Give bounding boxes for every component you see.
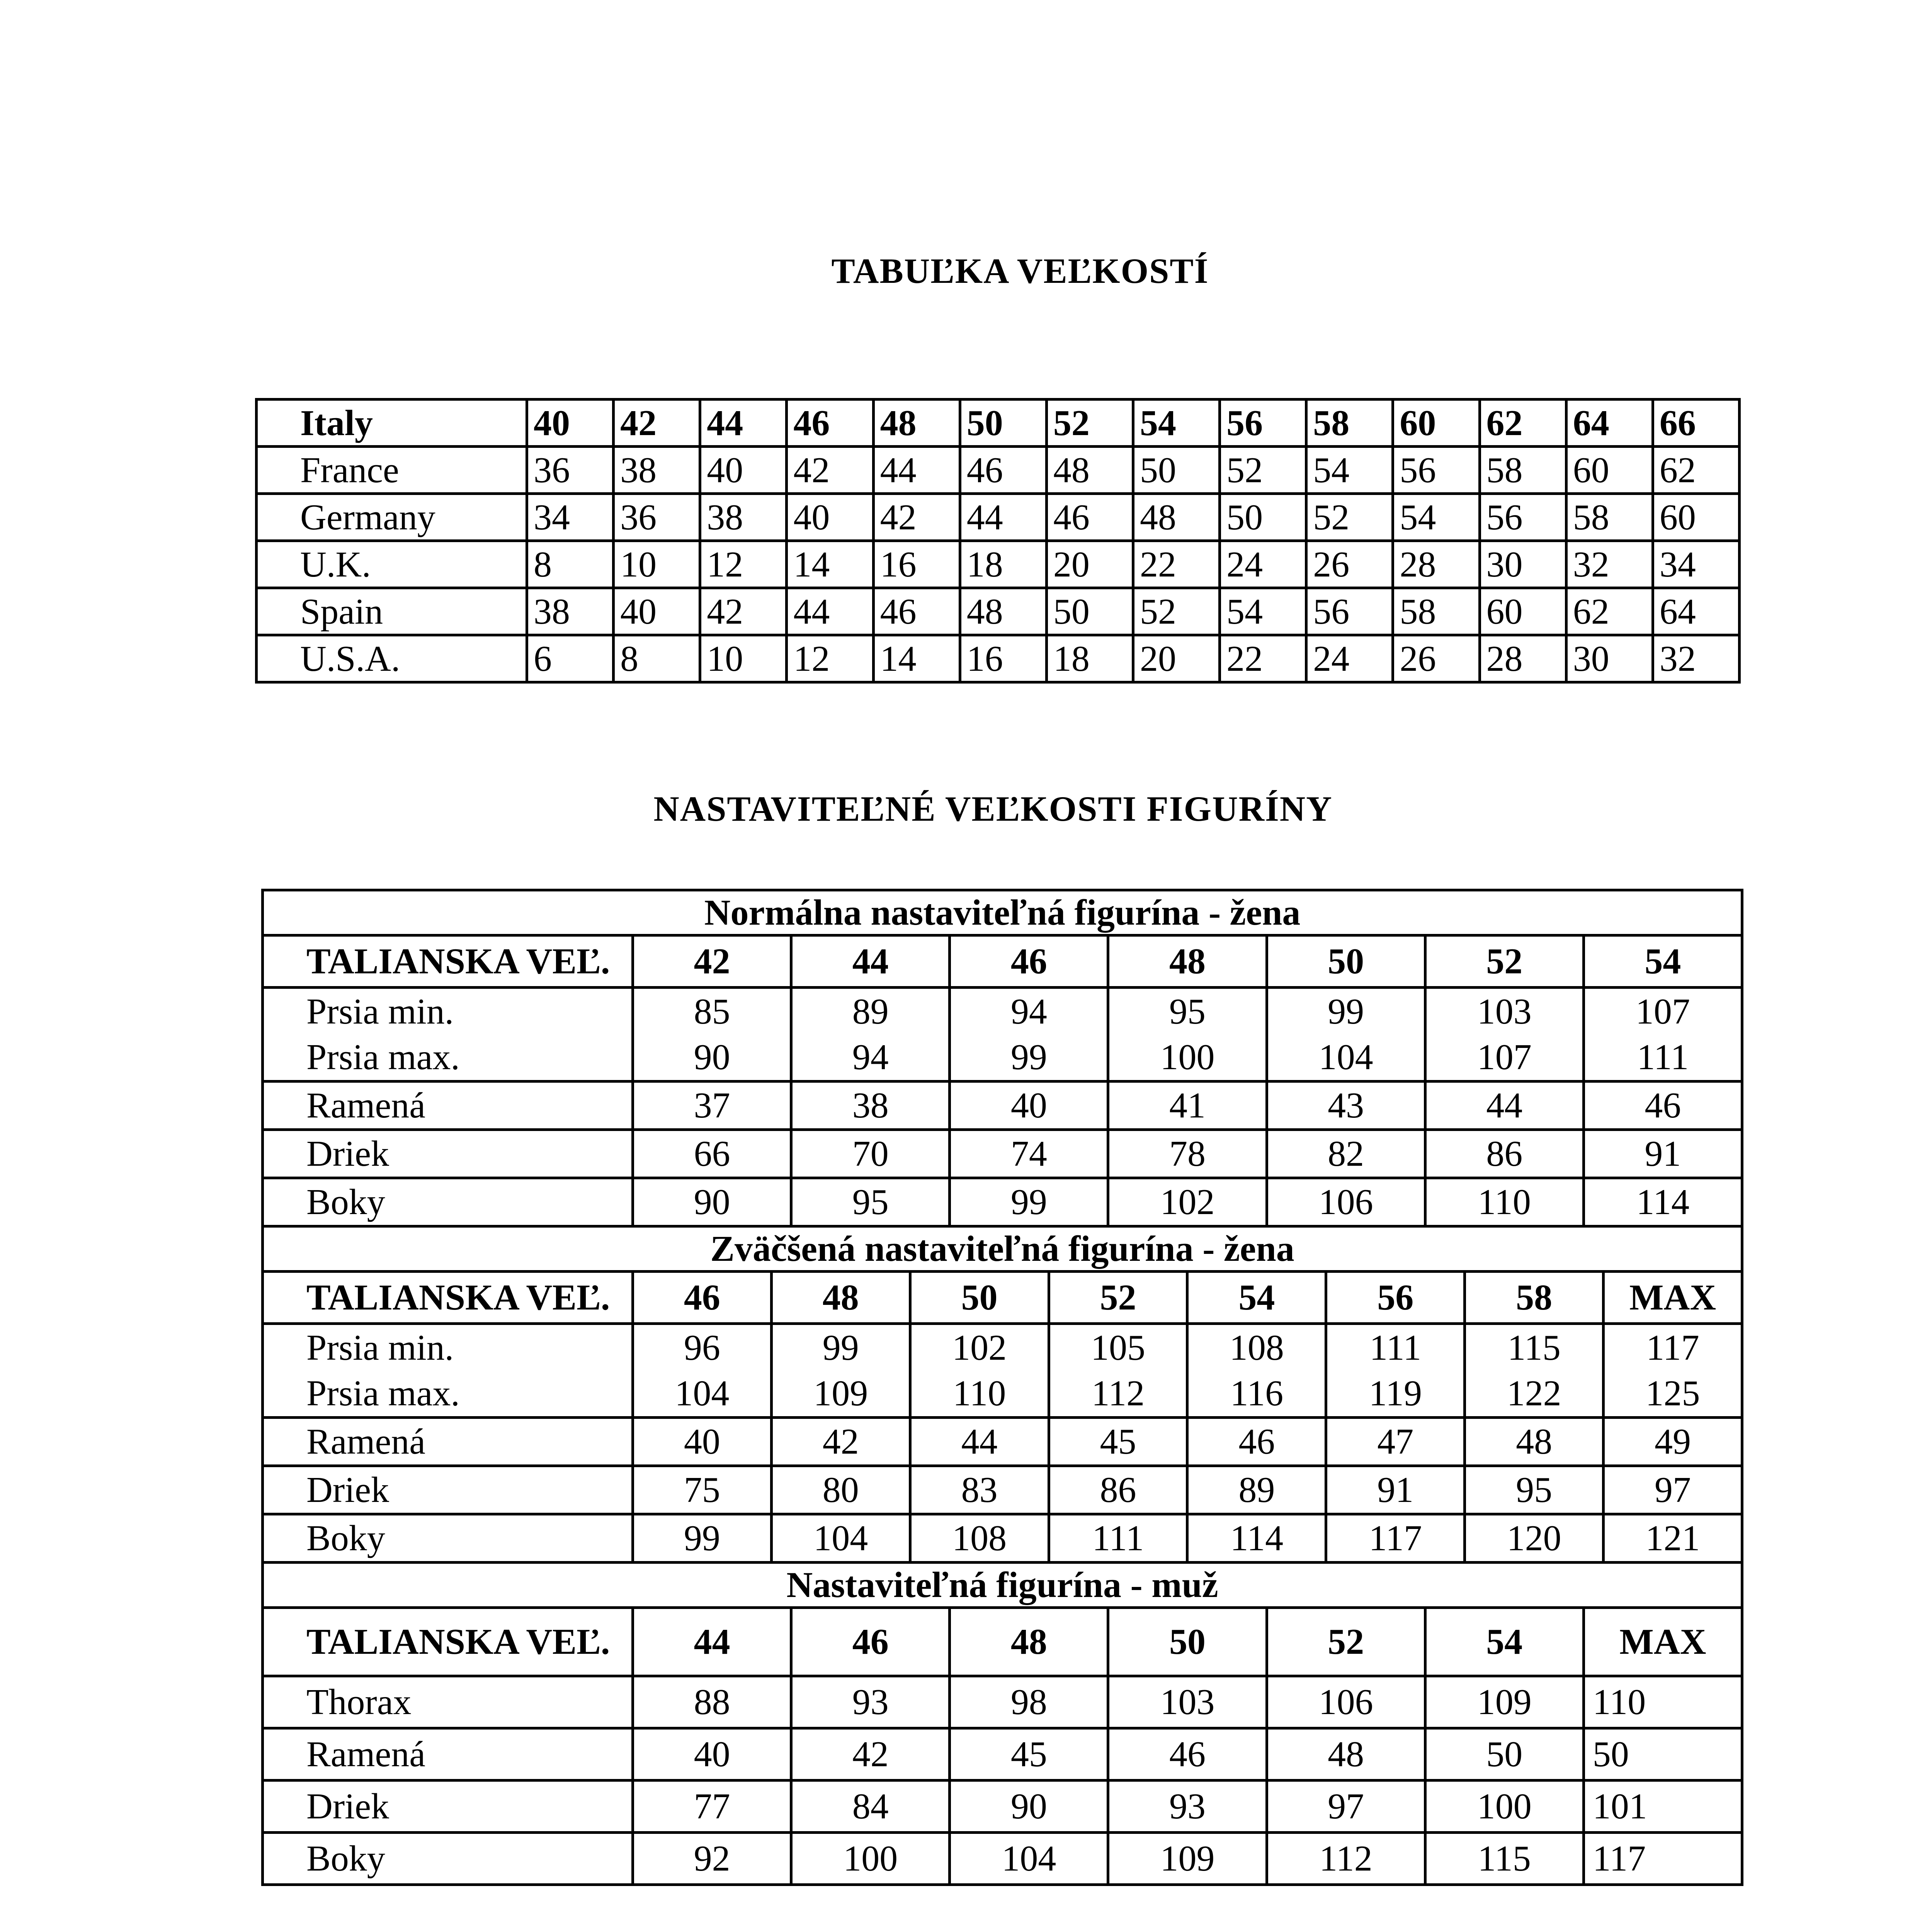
measure-cell: 75 <box>633 1466 772 1514</box>
measure-row <box>263 1130 1742 1178</box>
measure-label <box>263 1324 633 1418</box>
measure-cell: 102 <box>1108 1178 1267 1226</box>
measure-cell: 80 <box>771 1466 910 1514</box>
size-cell: 26 <box>1306 541 1393 588</box>
size-cell: 56 <box>1393 447 1480 494</box>
size-cell: 18 <box>1046 635 1133 682</box>
size-cell: 16 <box>873 541 960 588</box>
size-cell: 58 <box>1393 588 1480 635</box>
size-header-cell: 54 <box>1583 935 1742 988</box>
size-cell: 44 <box>873 447 960 494</box>
size-header-label: TALIANSKA VEĽ. <box>263 1272 633 1324</box>
measure-label-line: Prsia max. <box>306 1373 460 1413</box>
measure-cell <box>1583 988 1742 1082</box>
size-cell: 52 <box>1306 494 1393 541</box>
size-cell: 32 <box>1566 541 1653 588</box>
size-cell: 12 <box>700 541 787 588</box>
size-row <box>257 494 1740 541</box>
measure-cell: 90 <box>633 1178 791 1226</box>
size-cell: 18 <box>960 541 1046 588</box>
measure-cell: 38 <box>791 1082 950 1130</box>
measure-cell: 42 <box>791 1728 950 1781</box>
measure-row <box>263 1676 1742 1728</box>
size-cell: 38 <box>700 494 787 541</box>
measure-row <box>263 1781 1742 1833</box>
size-cell: 48 <box>960 588 1046 635</box>
size-cell: 46 <box>960 447 1046 494</box>
measure-cell: 120 <box>1465 1514 1604 1563</box>
size-header-cell: 44 <box>633 1608 791 1676</box>
size-header-cell: MAX <box>1604 1272 1742 1324</box>
size-cell: 54 <box>1393 494 1480 541</box>
size-cell: 42 <box>873 494 960 541</box>
measure-cell <box>1465 1324 1604 1418</box>
size-cell: 36 <box>527 447 614 494</box>
measure-cell: 101 <box>1583 1781 1742 1833</box>
measure-cell: 48 <box>1267 1728 1425 1781</box>
measure-cell: 48 <box>1465 1418 1604 1466</box>
size-cell: 50 <box>1046 588 1133 635</box>
size-cell: 20 <box>1133 635 1219 682</box>
measure-cell: 109 <box>1108 1833 1267 1885</box>
measure-cell: 83 <box>910 1466 1049 1514</box>
measure-cell: 92 <box>633 1833 791 1885</box>
measure-cell: 44 <box>910 1418 1049 1466</box>
measure-cell: 84 <box>791 1781 950 1833</box>
measure-cell: 93 <box>791 1676 950 1728</box>
measure-cell <box>950 988 1108 1082</box>
measure-cell: 109 <box>1425 1676 1583 1728</box>
size-cell: 8 <box>527 541 614 588</box>
measure-row <box>263 1514 1742 1563</box>
size-cell: 54 <box>1220 588 1306 635</box>
measure-row <box>263 1324 1742 1418</box>
measure-cell: 41 <box>1108 1082 1267 1130</box>
size-cell: 20 <box>1046 541 1133 588</box>
measure-value: 95 <box>1169 992 1206 1032</box>
size-header-cell: MAX <box>1583 1608 1742 1676</box>
measure-value: 111 <box>1637 1037 1689 1077</box>
size-cell: 22 <box>1220 635 1306 682</box>
measure-cell: 97 <box>1604 1466 1742 1514</box>
measure-cell: 106 <box>1267 1676 1425 1728</box>
size-cell: 46 <box>787 400 873 447</box>
measure-value: 94 <box>852 1037 889 1077</box>
measure-cell: 99 <box>950 1178 1108 1226</box>
size-cell: 62 <box>1480 400 1566 447</box>
measure-cell: 104 <box>950 1833 1108 1885</box>
country-label: U.K. <box>257 541 527 588</box>
size-header-label: TALIANSKA VEĽ. <box>263 935 633 988</box>
section-heading: Normálna nastaviteľná figurína - žena <box>263 890 1742 935</box>
measure-cell: 103 <box>1108 1676 1267 1728</box>
size-cell: 32 <box>1653 635 1739 682</box>
country-label: Italy <box>257 400 527 447</box>
measure-cell: 86 <box>1049 1466 1187 1514</box>
size-cell: 54 <box>1133 400 1219 447</box>
measure-value: 122 <box>1507 1373 1561 1413</box>
size-cell: 66 <box>1653 400 1739 447</box>
measure-cell: 99 <box>633 1514 772 1563</box>
size-header-cell: 46 <box>950 935 1108 988</box>
country-label: U.S.A. <box>257 635 527 682</box>
size-cell: 16 <box>960 635 1046 682</box>
size-cell: 58 <box>1566 494 1653 541</box>
measure-value: 94 <box>1010 992 1047 1032</box>
measure-cell: 37 <box>633 1082 791 1130</box>
size-cell: 38 <box>527 588 614 635</box>
size-row <box>257 588 1740 635</box>
size-row <box>257 635 1740 682</box>
size-cell: 50 <box>1220 494 1306 541</box>
mannequin-size-table <box>261 889 1743 1886</box>
measure-value: 99 <box>822 1328 859 1368</box>
measure-label: Ramená <box>263 1728 633 1781</box>
size-header-cell: 52 <box>1425 935 1583 988</box>
size-cell: 6 <box>527 635 614 682</box>
measure-cell: 82 <box>1267 1130 1425 1178</box>
size-header-cell: 54 <box>1425 1608 1583 1676</box>
measure-value: 90 <box>694 1037 730 1077</box>
measure-cell: 98 <box>950 1676 1108 1728</box>
measure-value: 104 <box>675 1373 730 1413</box>
measure-cell: 50 <box>1583 1728 1742 1781</box>
measure-cell: 88 <box>633 1676 791 1728</box>
measure-value: 111 <box>1369 1328 1422 1368</box>
measure-cell: 86 <box>1425 1130 1583 1178</box>
size-header-cell: 56 <box>1326 1272 1465 1324</box>
measure-value: 102 <box>952 1328 1007 1368</box>
size-table-title: TABUĽKA VEĽKOSTÍ <box>831 251 1209 291</box>
size-header-cell: 48 <box>1108 935 1267 988</box>
size-cell: 28 <box>1480 635 1566 682</box>
measure-cell <box>633 988 791 1082</box>
measure-value: 104 <box>1318 1037 1373 1077</box>
measure-cell: 50 <box>1425 1728 1583 1781</box>
size-cell: 62 <box>1566 588 1653 635</box>
size-cell: 62 <box>1653 447 1739 494</box>
measure-cell <box>910 1324 1049 1418</box>
measure-cell <box>1425 988 1583 1082</box>
size-cell: 34 <box>1653 541 1739 588</box>
measure-cell: 95 <box>1465 1466 1604 1514</box>
measure-cell: 90 <box>950 1781 1108 1833</box>
measure-cell: 40 <box>633 1728 791 1781</box>
size-cell: 64 <box>1653 588 1739 635</box>
measure-cell: 106 <box>1267 1178 1425 1226</box>
measure-row <box>263 1728 1742 1781</box>
size-header-cell: 50 <box>1108 1608 1267 1676</box>
country-label: Spain <box>257 588 527 635</box>
section-heading: Zväčšená nastaviteľná figurína - žena <box>263 1226 1742 1272</box>
section-heading-row <box>263 1226 1742 1272</box>
size-header-cell: 52 <box>1049 1272 1187 1324</box>
measure-value: 85 <box>694 992 730 1032</box>
measure-cell: 100 <box>1425 1781 1583 1833</box>
measure-cell: 46 <box>1583 1082 1742 1130</box>
size-cell: 54 <box>1306 447 1393 494</box>
measure-cell: 114 <box>1187 1514 1326 1563</box>
size-cell: 60 <box>1480 588 1566 635</box>
measure-label-line: Prsia max. <box>306 1037 460 1077</box>
section-heading-row <box>263 890 1742 935</box>
measure-value: 119 <box>1369 1373 1422 1413</box>
size-cell: 14 <box>787 541 873 588</box>
measure-label: Thorax <box>263 1676 633 1728</box>
measure-row <box>263 988 1742 1082</box>
measure-label-line: Prsia min. <box>306 992 454 1032</box>
size-cell: 48 <box>1133 494 1219 541</box>
measure-row <box>263 1178 1742 1226</box>
size-cell: 44 <box>960 494 1046 541</box>
measure-cell: 45 <box>950 1728 1108 1781</box>
size-cell: 22 <box>1133 541 1219 588</box>
size-cell: 58 <box>1306 400 1393 447</box>
country-label: Germany <box>257 494 527 541</box>
measure-value: 116 <box>1230 1373 1284 1413</box>
measure-cell: 43 <box>1267 1082 1425 1130</box>
size-cell: 56 <box>1220 400 1306 447</box>
measure-value: 112 <box>1091 1373 1145 1413</box>
size-header-row <box>263 1272 1742 1324</box>
measure-label: Driek <box>263 1130 633 1178</box>
measure-cell: 46 <box>1108 1728 1267 1781</box>
size-cell: 48 <box>873 400 960 447</box>
size-header-label: TALIANSKA VEĽ. <box>263 1608 633 1676</box>
mannequin-table-title: NASTAVITEĽNÉ VEĽKOSTI FIGURÍNY <box>653 789 1333 828</box>
measure-cell: 111 <box>1049 1514 1187 1563</box>
measure-cell: 93 <box>1108 1781 1267 1833</box>
measure-cell: 110 <box>1583 1676 1742 1728</box>
size-header-cell: 46 <box>633 1272 772 1324</box>
measure-value: 108 <box>1229 1328 1284 1368</box>
size-header-row <box>263 935 1742 988</box>
measure-cell: 74 <box>950 1130 1108 1178</box>
size-cell: 60 <box>1393 400 1480 447</box>
size-cell: 42 <box>787 447 873 494</box>
measure-value: 115 <box>1507 1328 1561 1368</box>
measure-label: Boky <box>263 1514 633 1563</box>
size-header-row <box>263 1608 1742 1676</box>
measure-cell: 112 <box>1267 1833 1425 1885</box>
measure-cell: 46 <box>1187 1418 1326 1466</box>
size-cell: 24 <box>1220 541 1306 588</box>
size-header-cell: 48 <box>771 1272 910 1324</box>
measure-cell: 121 <box>1604 1514 1742 1563</box>
size-cell: 12 <box>787 635 873 682</box>
size-cell: 52 <box>1046 400 1133 447</box>
measure-row <box>263 1833 1742 1885</box>
measure-label: Boky <box>263 1833 633 1885</box>
measure-cell: 40 <box>950 1082 1108 1130</box>
size-cell: 28 <box>1393 541 1480 588</box>
size-cell: 36 <box>614 494 700 541</box>
size-header-cell: 50 <box>910 1272 1049 1324</box>
measure-value: 125 <box>1645 1373 1700 1413</box>
size-row <box>257 541 1740 588</box>
size-cell: 60 <box>1653 494 1739 541</box>
measure-value: 117 <box>1646 1328 1699 1368</box>
measure-cell <box>771 1324 910 1418</box>
measure-value: 99 <box>1328 992 1364 1032</box>
size-header-cell: 44 <box>791 935 950 988</box>
measure-cell: 95 <box>791 1178 950 1226</box>
size-cell: 48 <box>1046 447 1133 494</box>
section-heading-row <box>263 1563 1742 1608</box>
size-cell: 8 <box>614 635 700 682</box>
size-cell: 44 <box>700 400 787 447</box>
size-cell: 64 <box>1566 400 1653 447</box>
size-cell: 52 <box>1220 447 1306 494</box>
size-cell: 24 <box>1306 635 1393 682</box>
measure-value: 110 <box>952 1373 1006 1413</box>
measure-cell: 100 <box>791 1833 950 1885</box>
size-cell: 40 <box>527 400 614 447</box>
measure-cell <box>1187 1324 1326 1418</box>
measure-cell <box>1049 1324 1187 1418</box>
measure-cell <box>1108 988 1267 1082</box>
size-cell: 26 <box>1393 635 1480 682</box>
measure-cell: 91 <box>1583 1130 1742 1178</box>
size-cell: 58 <box>1480 447 1566 494</box>
size-cell: 42 <box>614 400 700 447</box>
measure-value: 107 <box>1635 992 1690 1032</box>
measure-row <box>263 1082 1742 1130</box>
measure-cell: 110 <box>1425 1178 1583 1226</box>
size-cell: 46 <box>873 588 960 635</box>
measure-label-line: Prsia min. <box>306 1328 454 1368</box>
size-cell: 60 <box>1566 447 1653 494</box>
measure-cell: 115 <box>1425 1833 1583 1885</box>
size-header-cell: 42 <box>633 935 791 988</box>
size-cell: 14 <box>873 635 960 682</box>
size-header-cell: 48 <box>950 1608 1108 1676</box>
measure-label: Boky <box>263 1178 633 1226</box>
measure-cell: 66 <box>633 1130 791 1178</box>
measure-cell: 114 <box>1583 1178 1742 1226</box>
size-row <box>257 400 1740 447</box>
size-cell: 50 <box>960 400 1046 447</box>
measure-label: Ramená <box>263 1418 633 1466</box>
measure-cell: 70 <box>791 1130 950 1178</box>
size-row <box>257 447 1740 494</box>
measure-cell <box>1326 1324 1465 1418</box>
measure-cell <box>791 988 950 1082</box>
measure-cell: 91 <box>1326 1466 1465 1514</box>
measure-cell <box>633 1324 772 1418</box>
size-cell: 56 <box>1306 588 1393 635</box>
measure-value: 100 <box>1160 1037 1215 1077</box>
measure-cell: 77 <box>633 1781 791 1833</box>
size-cell: 40 <box>614 588 700 635</box>
measure-cell: 42 <box>771 1418 910 1466</box>
measure-value: 105 <box>1091 1328 1145 1368</box>
size-cell: 30 <box>1480 541 1566 588</box>
measure-cell: 47 <box>1326 1418 1465 1466</box>
size-header-cell: 46 <box>791 1608 950 1676</box>
measure-cell: 40 <box>633 1418 772 1466</box>
measure-cell: 89 <box>1187 1466 1326 1514</box>
section-heading: Nastaviteľná figurína - muž <box>263 1563 1742 1608</box>
measure-cell: 117 <box>1583 1833 1742 1885</box>
measure-cell: 108 <box>910 1514 1049 1563</box>
measure-value: 107 <box>1477 1037 1532 1077</box>
size-conversion-table <box>255 398 1741 684</box>
measure-cell <box>1604 1324 1742 1418</box>
size-cell: 52 <box>1133 588 1219 635</box>
measure-label: Driek <box>263 1781 633 1833</box>
measure-value: 89 <box>852 992 889 1032</box>
measure-cell: 97 <box>1267 1781 1425 1833</box>
measure-cell: 104 <box>771 1514 910 1563</box>
measure-label <box>263 988 633 1082</box>
size-cell: 10 <box>614 541 700 588</box>
size-cell: 30 <box>1566 635 1653 682</box>
size-cell: 10 <box>700 635 787 682</box>
measure-cell: 45 <box>1049 1418 1187 1466</box>
measure-label: Ramená <box>263 1082 633 1130</box>
measure-value: 99 <box>1010 1037 1047 1077</box>
size-cell: 42 <box>700 588 787 635</box>
size-cell: 44 <box>787 588 873 635</box>
measure-value: 109 <box>813 1373 868 1413</box>
measure-row <box>263 1466 1742 1514</box>
measure-label: Driek <box>263 1466 633 1514</box>
size-header-cell: 52 <box>1267 1608 1425 1676</box>
size-cell: 40 <box>700 447 787 494</box>
size-header-cell: 50 <box>1267 935 1425 988</box>
size-cell: 40 <box>787 494 873 541</box>
size-header-cell: 58 <box>1465 1272 1604 1324</box>
size-header-cell: 54 <box>1187 1272 1326 1324</box>
measure-row <box>263 1418 1742 1466</box>
size-cell: 50 <box>1133 447 1219 494</box>
size-cell: 38 <box>614 447 700 494</box>
size-cell: 46 <box>1046 494 1133 541</box>
country-label: France <box>257 447 527 494</box>
size-cell: 56 <box>1480 494 1566 541</box>
measure-cell: 117 <box>1326 1514 1465 1563</box>
measure-cell: 44 <box>1425 1082 1583 1130</box>
measure-value: 103 <box>1477 992 1532 1032</box>
size-cell: 34 <box>527 494 614 541</box>
measure-cell: 78 <box>1108 1130 1267 1178</box>
measure-value: 96 <box>684 1328 720 1368</box>
measure-cell <box>1267 988 1425 1082</box>
measure-cell: 49 <box>1604 1418 1742 1466</box>
